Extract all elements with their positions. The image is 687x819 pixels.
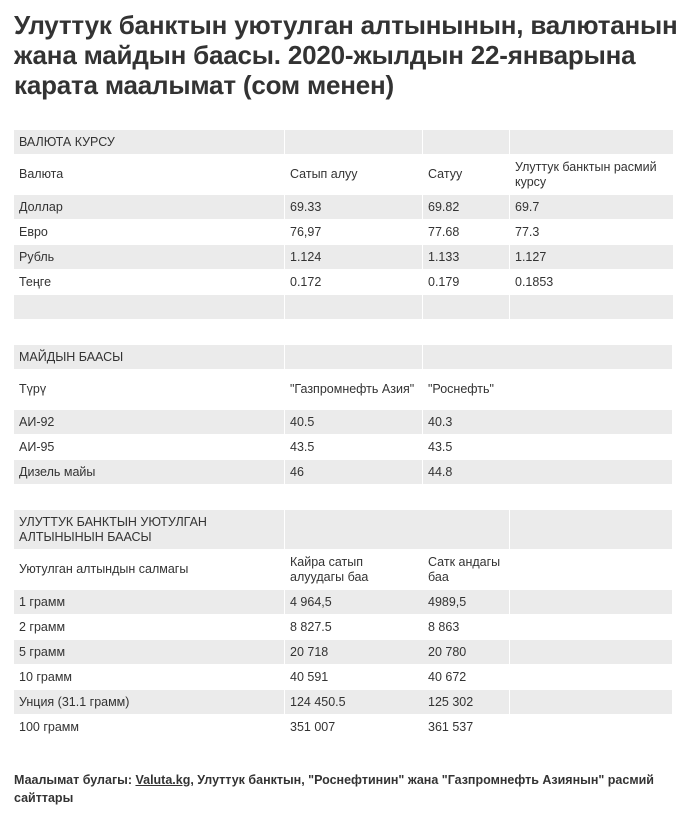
column-header: Улуттук банктын расмий курсу (510, 155, 673, 195)
table-cell: 69.82 (423, 195, 510, 220)
table-cell: 46 (285, 460, 423, 485)
column-header: "Газпромнефть Азия" (285, 370, 423, 410)
column-header: Кайра сатып алуудагы баа (285, 550, 423, 590)
column-header: "Роснефть" (423, 370, 510, 410)
column-header: Сатып алуу (285, 155, 423, 195)
table-cell: 125 302 (423, 690, 510, 715)
empty-row-cell (510, 295, 673, 320)
table-cell (510, 435, 673, 460)
table-cell: 361 537 (423, 715, 510, 740)
table-cell: 40.3 (423, 410, 510, 435)
table-cell: 76,97 (285, 220, 423, 245)
table-cell: Рубль (14, 245, 285, 270)
table-cell: 4989,5 (423, 590, 510, 615)
source-link[interactable]: Valuta.kg (135, 773, 191, 787)
table-cell: 20 780 (423, 640, 510, 665)
table-cell: 0.172 (285, 270, 423, 295)
table-cell (510, 665, 673, 690)
table-cell: 10 грамм (14, 665, 285, 690)
table-cell: 2 грамм (14, 615, 285, 640)
table-cell: 40 591 (285, 665, 423, 690)
column-header: Уютулган алтындын салмагы (14, 550, 285, 590)
table-cell (510, 590, 673, 615)
empty-row-cell (423, 295, 510, 320)
column-header (510, 370, 673, 410)
table-cell: Унция (31.1 грамм) (14, 690, 285, 715)
table-cell: 1.133 (423, 245, 510, 270)
table-cell: 0.179 (423, 270, 510, 295)
table-cell: 5 грамм (14, 640, 285, 665)
column-header (510, 550, 673, 590)
table-cell: 40.5 (285, 410, 423, 435)
fuel-section-title: МАЙДЫН БААСЫ (14, 345, 285, 370)
table-cell: 44.8 (423, 460, 510, 485)
table-cell: 40 672 (423, 665, 510, 690)
source-prefix: Маалымат булагы: (14, 773, 136, 787)
table-cell: 4 964,5 (285, 590, 423, 615)
table-cell: Евро (14, 220, 285, 245)
table-cell: АИ-92 (14, 410, 285, 435)
column-header: Түрү (14, 370, 285, 410)
table-cell: 1.127 (510, 245, 673, 270)
table-cell: Теңге (14, 270, 285, 295)
table-cell: 8 863 (423, 615, 510, 640)
table-cell (510, 715, 673, 740)
column-header: Сатк андагы баа (423, 550, 510, 590)
gold-section-title: УЛУТТУК БАНКТЫН УЮТУЛГАН АЛТЫНЫНЫН БААСЫ (14, 510, 285, 550)
currency-section-title: ВАЛЮТА КУРСУ (14, 130, 285, 155)
empty-row-cell (285, 295, 423, 320)
table-cell (510, 410, 673, 435)
table-cell: 1.124 (285, 245, 423, 270)
table-cell: 1 грамм (14, 590, 285, 615)
table-cell: АИ-95 (14, 435, 285, 460)
table-cell: 20 718 (285, 640, 423, 665)
table-cell: 43.5 (423, 435, 510, 460)
column-header: Сатуу (423, 155, 510, 195)
table-cell: 69.33 (285, 195, 423, 220)
table-cell: 77.3 (510, 220, 673, 245)
rates-table (14, 130, 673, 740)
table-cell (510, 640, 673, 665)
table-cell: 77.68 (423, 220, 510, 245)
table-cell: Доллар (14, 195, 285, 220)
empty-row-cell (14, 295, 285, 320)
table-cell (510, 690, 673, 715)
table-cell: 69.7 (510, 195, 673, 220)
table-cell (510, 460, 673, 485)
source-note (14, 771, 674, 807)
table-cell: 124 450.5 (285, 690, 423, 715)
table-cell: 8 827.5 (285, 615, 423, 640)
column-header: Валюта (14, 155, 285, 195)
table-cell: 351 007 (285, 715, 423, 740)
table-cell: 100 грамм (14, 715, 285, 740)
table-cell: Дизель майы (14, 460, 285, 485)
table-cell: 0.1853 (510, 270, 673, 295)
table-cell (510, 615, 673, 640)
table-cell: 43.5 (285, 435, 423, 460)
source-suffix: , Улуттук банктын, "Роснефтинин" жана "Газпромнефть Азиянын" расмий сайттары (14, 773, 654, 805)
section-divider (14, 320, 673, 345)
page-title: Улуттук банктын уютулган алтынынын, валютанын жана майдын баасы. 2020-жылдын 22-январына карата маалымат (сом менен) (14, 10, 678, 100)
section-divider (14, 485, 673, 510)
